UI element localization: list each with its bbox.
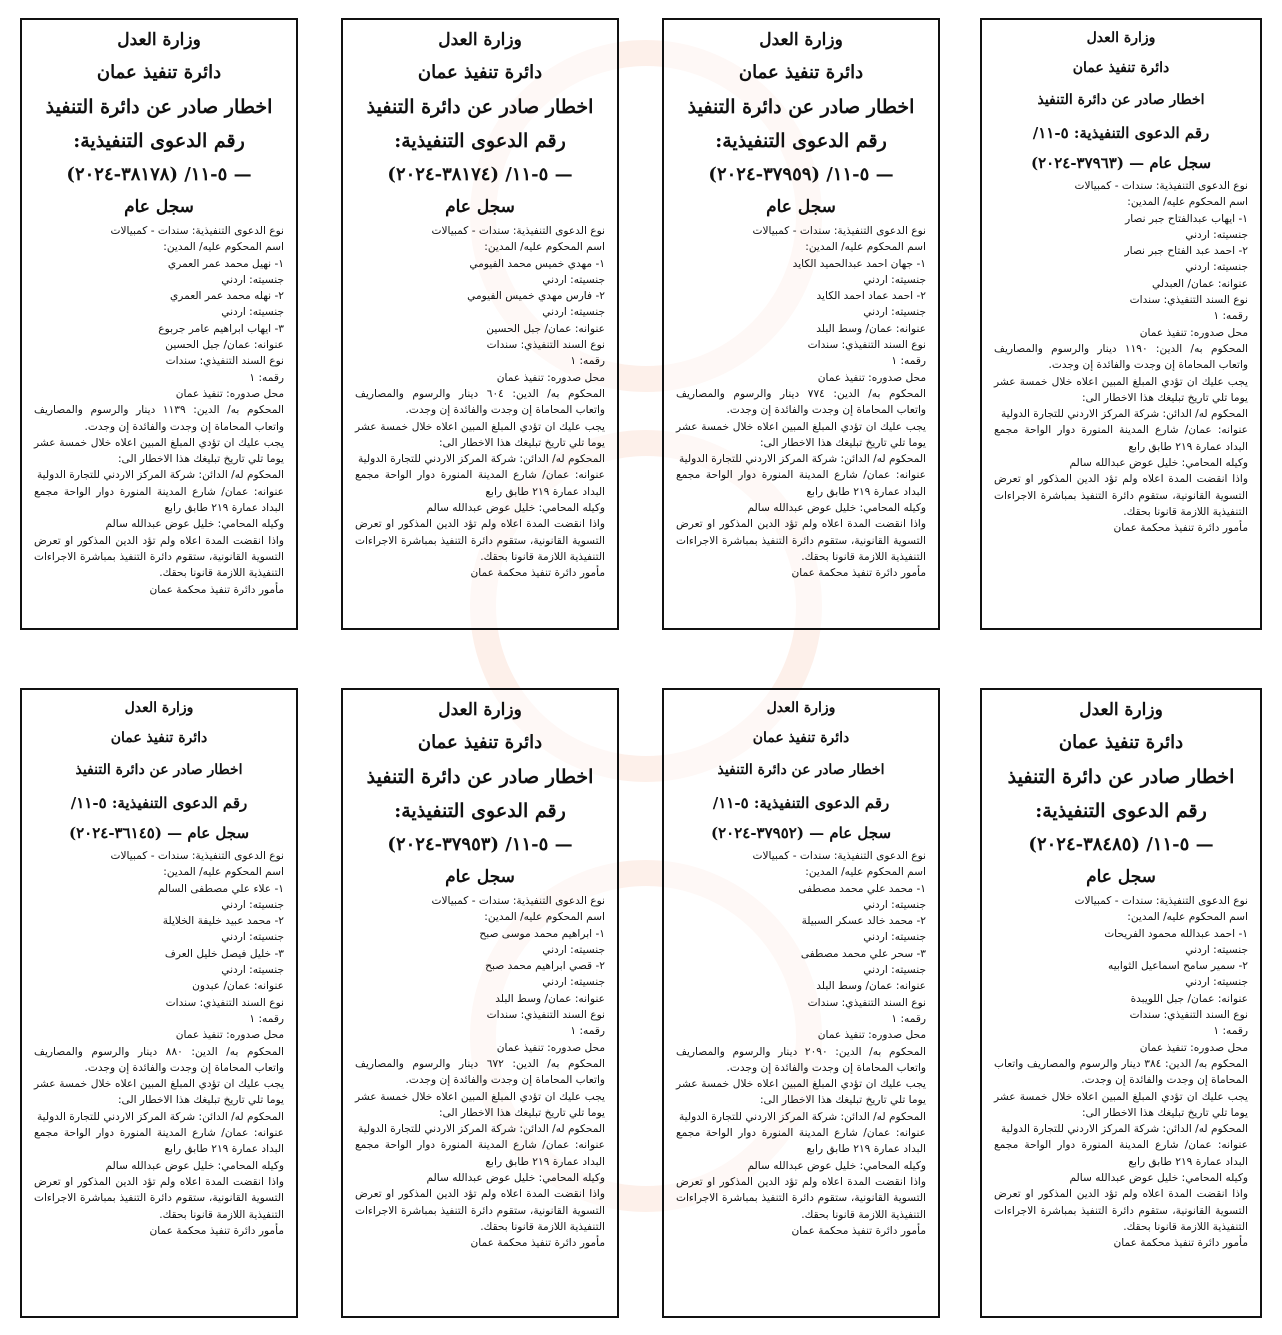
- notice-line: ٣- خليل فيصل خليل العرف: [164, 947, 284, 960]
- notice-line: ١- نهيل محمد عمر العمري: [167, 257, 284, 270]
- notice-line: نوع الدعوى التنفيذية: سندات - كمبيالات: [752, 225, 926, 237]
- notice-line: ١- جهان احمد عبدالحميد الكايد: [792, 257, 926, 270]
- notice-line: اسم المحكوم عليه/ المدين:: [484, 241, 605, 254]
- notice-body: [34, 848, 284, 1239]
- notice-line: عنوانه: عمان/ شارع المدينة المنورة دوار الواحة مجمع البداد عمارة ٢١٩ طابق رابع: [676, 469, 926, 498]
- notice-case-label: رقم الدعوى التنفيذية: ٥-١١/: [712, 794, 890, 812]
- notice-line: المحكوم به/ الدين: ٣٨٤ دينار والرسوم والمصاريف واتعاب المحاماة إن وجدت والفائدة إن وجدت.: [994, 1057, 1248, 1087]
- notice-line: محل صدوره: تنفيذ عمان: [1139, 1041, 1248, 1054]
- notice-line: ١- مهدي خميس محمد الفيومي: [469, 257, 605, 270]
- notice-line: اسم المحكوم عليه/ المدين:: [805, 866, 926, 879]
- notice-line: اسم المحكوم عليه/ المدين:: [484, 911, 605, 924]
- notice-body: [994, 178, 1248, 537]
- notice-case-ref: ٥-١١/ (٣٨١٧٤-٢٠٢٤) —: [387, 164, 573, 185]
- notice-line: واذا انقضت المدة اعلاه ولم تؤد الدين المذكور او تعرض التسوية القانونية، ستقوم دائرة التنفيذ بمباشرة الاجراءات التنفيذية اللازمة قانونا بحقك.: [34, 1175, 284, 1221]
- notice-line: جنسيته: اردني: [863, 898, 926, 911]
- notice-department: دائرة تنفيذ عمان: [96, 62, 222, 83]
- notice-line: عنوانه: عمان/ وسط البلد: [816, 322, 926, 335]
- notice-line: جنسيته: اردني: [1185, 261, 1248, 274]
- notice-bottom-4: [20, 688, 298, 1318]
- notice-line: عنوانه: عمان/ جبل اللويبدة: [1130, 992, 1248, 1005]
- notice-department: دائرة تنفيذ عمان: [417, 62, 543, 83]
- notice-line: مأمور دائرة تنفيذ محكمة عمان: [470, 1237, 605, 1250]
- notice-line: محل صدوره: تنفيذ عمان: [1139, 326, 1248, 339]
- notice-line: المحكوم له/ الدائن: شركة المركز الاردني للتجارة الدولية: [1000, 1123, 1248, 1136]
- notice-line: جنسيته: اردني: [221, 306, 284, 319]
- notice-line: مأمور دائرة تنفيذ محكمة عمان: [149, 583, 284, 596]
- notice-register: سجل عام: [445, 197, 515, 217]
- notice-line: عنوانه: عمان/ شارع المدينة المنورة دوار الواحة مجمع البداد عمارة ٢١٩ طابق رابع: [355, 469, 605, 498]
- notice-line: محل صدوره: تنفيذ عمان: [175, 387, 284, 400]
- notice-line: المحكوم به/ الدين: ٦٧٢ دينار والرسوم والمصاريف واتعاب المحاماة إن وجدت والفائدة إن وجدت.: [355, 1057, 605, 1087]
- notice-line: نوع الدعوى التنفيذية: سندات - كمبيالات: [1074, 895, 1248, 907]
- notice-ministry: وزارة العدل: [1079, 700, 1163, 720]
- notice-line: المحكوم له/ الدائن: شركة المركز الاردني للتجارة الدولية: [1000, 408, 1248, 421]
- notice-department: دائرة تنفيذ عمان: [738, 62, 864, 83]
- notice-body: [355, 223, 605, 582]
- notice-line: جنسيته: اردني: [221, 931, 284, 944]
- notice-ministry: وزارة العدل: [759, 30, 843, 50]
- notice-line: جنسيته: اردني: [863, 964, 926, 977]
- notice-line: واذا انقضت المدة اعلاه ولم تؤد الدين المذكور او تعرض التسوية القانونية، ستقوم دائرة التنفيذ بمباشرة الاجراءات التنفيذية اللازمة قانونا بحقك.: [676, 518, 926, 563]
- notice-line: وكيله المحامي: خليل عوض عبدالله سالم: [426, 1172, 605, 1185]
- notice-line: محل صدوره: تنفيذ عمان: [496, 371, 605, 384]
- notice-case-label: رقم الدعوى التنفيذية:: [1035, 800, 1207, 822]
- notice-case-ref: ٥-١١/ (٣٨١٧٨-٢٠٢٤) —: [66, 164, 252, 185]
- notice-line: ٢- سمير سامح اسماعيل الثوابيه: [1108, 960, 1248, 973]
- notice-line: جنسيته: اردني: [542, 306, 605, 319]
- notice-department: دائرة تنفيذ عمان: [110, 730, 208, 746]
- notice-line: عنوانه: عمان/ جبل الحسين: [165, 339, 284, 352]
- notice-line: نوع السند التنفيذي: سندات: [486, 1009, 605, 1022]
- notice-line: واذا انقضت المدة اعلاه ولم تؤد الدين المذكور او تعرض التسوية القانونية، ستقوم دائرة التنفيذ بمباشرة الاجراءات التنفيذية اللازمة قانونا بحقك.: [994, 473, 1248, 518]
- notice-title: اخطار صادر عن دائرة التنفيذ: [1037, 92, 1205, 108]
- notice-line: عنوانه: عمان/ وسط البلد: [816, 980, 926, 993]
- notice-line: محل صدوره: تنفيذ عمان: [496, 1041, 605, 1054]
- notice-line: ٢- فارس مهدي خميس الفيومي: [467, 290, 605, 303]
- notice-line: رقمه: ١: [570, 355, 605, 368]
- notice-line: يجب عليك ان تؤدي المبلغ المبين اعلاه خلال خمسة عشر يوما تلي تاريخ تبليغك هذا الاخطار الى:: [676, 420, 926, 449]
- notice-line: ٣- ايهاب ابراهيم عامر جربوع: [158, 322, 284, 335]
- notice-line: مأمور دائرة تنفيذ محكمة عمان: [470, 567, 605, 580]
- notice-line: وكيله المحامي: خليل عوض عبدالله سالم: [426, 502, 605, 515]
- notice-line: عنوانه: عمان/ شارع المدينة المنورة دوار الواحة مجمع البداد عمارة ٢١٩ طابق رابع: [34, 1127, 284, 1156]
- notice-line: عنوانه: عمان/ شارع المدينة المنورة دوار الواحة مجمع البداد عمارة ٢١٩ طابق رابع: [355, 1139, 605, 1168]
- notice-line: نوع الدعوى التنفيذية: سندات - كمبيالات: [1074, 180, 1248, 192]
- notice-line: وكيله المحامي: خليل عوض عبدالله سالم: [747, 502, 926, 515]
- notice-line: اسم المحكوم عليه/ المدين:: [163, 241, 284, 254]
- notice-line: محل صدوره: تنفيذ عمان: [817, 371, 926, 384]
- notice-bottom-3: [341, 688, 619, 1318]
- notice-line: رقمه: ١: [249, 1012, 284, 1025]
- notice-line: ١- ابراهيم محمد موسى صبح: [479, 927, 605, 940]
- notice-title: اخطار صادر عن دائرة التنفيذ: [45, 96, 273, 118]
- notice-line: جنسيته: اردني: [221, 964, 284, 977]
- notice-line: ١- احمد عبدالله محمود الفريحات: [1104, 927, 1248, 940]
- notice-department: دائرة تنفيذ عمان: [1072, 60, 1170, 76]
- notice-case-ref: (٣٧٩٦٣-٢٠٢٤) — سجل عام: [1030, 154, 1212, 172]
- notice-line: جنسيته: اردني: [1185, 228, 1248, 241]
- notice-ministry: وزارة العدل: [117, 30, 201, 50]
- notice-line: رقمه: ١: [249, 371, 284, 384]
- notice-line: مأمور دائرة تنفيذ محكمة عمان: [791, 1224, 926, 1237]
- notice-line: المحكوم له/ الدائن: شركة المركز الاردني للتجارة الدولية: [357, 453, 605, 466]
- notice-top-3: [341, 18, 619, 630]
- notice-line: رقمه: ١: [1213, 310, 1248, 323]
- notice-line: عنوانه: عمان/ وسط البلد: [495, 992, 605, 1005]
- notice-line: عنوانه: عمان/ عبدون: [192, 980, 284, 993]
- notice-line: نوع السند التنفيذي: سندات: [807, 339, 926, 352]
- notice-line: ٢- احمد عبد الفتاح جبر نصار: [1124, 245, 1248, 258]
- notice-line: رقمه: ١: [570, 1025, 605, 1038]
- notice-line: ١- ايهاب عبدالفتاح جبر نصار: [1125, 212, 1248, 225]
- notice-case-ref: (٣٦١٤٥-٢٠٢٤) — سجل عام: [68, 824, 250, 842]
- notice-line: ٢- محمد خالد عسكر السبيلة: [801, 915, 926, 928]
- notice-line: عنوانه: عمان/ جبل الحسين: [486, 322, 605, 335]
- notice-line: نوع السند التنفيذي: سندات: [486, 339, 605, 352]
- notice-case-label: رقم الدعوى التنفيذية:: [394, 800, 566, 822]
- notice-case-label: رقم الدعوى التنفيذية:: [715, 130, 887, 152]
- notice-body: [994, 893, 1248, 1252]
- notice-line: وكيله المحامي: خليل عوض عبدالله سالم: [105, 518, 284, 531]
- notice-department: دائرة تنفيذ عمان: [1058, 732, 1184, 753]
- notice-line: ٣- سحر علي محمد مصطفى: [800, 947, 926, 960]
- notice-title: اخطار صادر عن دائرة التنفيذ: [366, 96, 594, 118]
- notice-body: [34, 223, 284, 598]
- notice-line: نوع الدعوى التنفيذية: سندات - كمبيالات: [431, 225, 605, 237]
- notice-body: [355, 893, 605, 1252]
- notice-title: اخطار صادر عن دائرة التنفيذ: [75, 762, 243, 778]
- notice-line: وكيله المحامي: خليل عوض عبدالله سالم: [1069, 1172, 1248, 1185]
- notice-case-ref: ٥-١١/ (٣٧٩٥٣-٢٠٢٤) —: [387, 834, 573, 855]
- notice-line: عنوانه: عمان/ العبدلي: [1152, 277, 1248, 290]
- notice-line: المحكوم به/ الدين: ١١٩٠ دينار والرسوم والمصاريف واتعاب المحاماة إن وجدت والفائدة إن وجدت.: [994, 342, 1248, 372]
- notice-line: واذا انقضت المدة اعلاه ولم تؤد الدين المذكور او تعرض التسوية القانونية، ستقوم دائرة التنفيذ بمباشرة الاجراءات التنفيذية اللازمة قانونا بحقك.: [34, 534, 284, 580]
- notice-top-1: [980, 18, 1262, 630]
- notice-case-label: رقم الدعوى التنفيذية:: [394, 130, 566, 152]
- notice-line: المحكوم به/ الدين: ٨٨٠ دينار والرسوم والمصاريف واتعاب المحاماة إن وجدت والفائدة إن وجدت.: [34, 1045, 284, 1074]
- notice-line: يجب عليك ان تؤدي المبلغ المبين اعلاه خلال خمسة عشر يوما تلي تاريخ تبليغك هذا الاخطار الى:: [355, 420, 605, 449]
- notice-line: نوع الدعوى التنفيذية: سندات - كمبيالات: [110, 225, 284, 237]
- notice-line: يجب عليك ان تؤدي المبلغ المبين اعلاه خلال خمسة عشر يوما تلي تاريخ تبليغك هذا الاخطار الى:: [994, 1090, 1248, 1119]
- notice-line: عنوانه: عمان/ شارع المدينة المنورة دوار الواحة مجمع البداد عمارة ٢١٩ طابق رابع: [994, 1139, 1248, 1168]
- notice-line: اسم المحكوم عليه/ المدين:: [805, 241, 926, 254]
- notice-line: ٢- احمد عماد احمد الكايد: [816, 290, 926, 303]
- notice-line: مأمور دائرة تنفيذ محكمة عمان: [149, 1224, 284, 1237]
- notice-title: اخطار صادر عن دائرة التنفيذ: [687, 96, 915, 118]
- notice-line: يجب عليك ان تؤدي المبلغ المبين اعلاه خلال خمسة عشر يوما تلي تاريخ تبليغك هذا الاخطار الى:: [355, 1090, 605, 1119]
- notice-bottom-1: [980, 688, 1262, 1318]
- notice-line: ١- محمد علي محمد مصطفى: [798, 882, 926, 895]
- notice-line: جنسيته: اردني: [863, 931, 926, 944]
- notice-line: واذا انقضت المدة اعلاه ولم تؤد الدين المذكور او تعرض التسوية القانونية، ستقوم دائرة التنفيذ بمباشرة الاجراءات التنفيذية اللازمة قانونا بحقك.: [994, 1188, 1248, 1233]
- notice-line: يجب عليك ان تؤدي المبلغ المبين اعلاه خلال خمسة عشر يوما تلي تاريخ تبليغك هذا الاخطار الى:: [676, 1078, 926, 1107]
- notice-line: نوع السند التنفيذي: سندات: [165, 355, 284, 368]
- notice-ministry: وزارة العدل: [438, 700, 522, 720]
- notice-line: نوع السند التنفيذي: سندات: [165, 996, 284, 1009]
- notice-line: يجب عليك ان تؤدي المبلغ المبين اعلاه خلال خمسة عشر يوما تلي تاريخ تبليغك هذا الاخطار الى:: [34, 436, 284, 466]
- notice-line: جنسيته: اردني: [221, 273, 284, 286]
- notice-line: رقمه: ١: [891, 1012, 926, 1025]
- notice-line: ٢- قصي ابراهيم محمد صبح: [485, 960, 605, 973]
- notice-line: المحكوم به/ الدين: ١١٣٩ دينار والرسوم والمصاريف واتعاب المحاماة إن وجدت والفائدة إن وجدت.: [34, 404, 284, 433]
- notice-case-ref: ٥-١١/ (٣٨٤٨٥-٢٠٢٤) —: [1028, 834, 1214, 855]
- notice-line: واذا انقضت المدة اعلاه ولم تؤد الدين المذكور او تعرض التسوية القانونية، ستقوم دائرة التنفيذ بمباشرة الاجراءات التنفيذية اللازمة قانونا بحقك.: [355, 518, 605, 563]
- notice-line: المحكوم له/ الدائن: شركة المركز الاردني للتجارة الدولية: [36, 1110, 284, 1123]
- notice-bottom-2: [662, 688, 940, 1318]
- notice-line: اسم المحكوم عليه/ المدين:: [1127, 911, 1248, 924]
- notice-line: محل صدوره: تنفيذ عمان: [175, 1029, 284, 1042]
- notice-line: المحكوم له/ الدائن: شركة المركز الاردني للتجارة الدولية: [678, 453, 926, 466]
- notice-line: جنسيته: اردني: [542, 943, 605, 956]
- notice-register: سجل عام: [766, 197, 836, 217]
- notice-line: رقمه: ١: [891, 355, 926, 368]
- notice-case-label: رقم الدعوى التنفيذية: ٥-١١/: [1032, 124, 1210, 142]
- notice-line: مأمور دائرة تنفيذ محكمة عمان: [791, 567, 926, 580]
- notice-line: ١- علاء علي مصطفى السالم: [157, 882, 284, 895]
- notice-line: محل صدوره: تنفيذ عمان: [817, 1029, 926, 1042]
- notice-body: [676, 848, 926, 1239]
- notice-line: نوع الدعوى التنفيذية: سندات - كمبيالات: [752, 850, 926, 862]
- notice-department: دائرة تنفيذ عمان: [752, 730, 850, 746]
- notice-line: اسم المحكوم عليه/ المدين:: [163, 866, 284, 879]
- notice-line: المحكوم له/ الدائن: شركة المركز الاردني للتجارة الدولية: [36, 469, 284, 482]
- notice-department: دائرة تنفيذ عمان: [417, 732, 543, 753]
- notice-register: سجل عام: [445, 867, 515, 887]
- notice-line: ٢- محمد عبيد خليفة الخلايلة: [162, 915, 284, 928]
- notice-line: يجب عليك ان تؤدي المبلغ المبين اعلاه خلال خمسة عشر يوما تلي تاريخ تبليغك هذا الاخطار الى:: [34, 1078, 284, 1107]
- notice-line: جنسيته: اردني: [221, 898, 284, 911]
- notice-line: يجب عليك ان تؤدي المبلغ المبين اعلاه خلال خمسة عشر يوما تلي تاريخ تبليغك هذا الاخطار الى:: [994, 375, 1248, 404]
- notice-line: نوع السند التنفيذي: سندات: [1129, 294, 1248, 307]
- notice-title: اخطار صادر عن دائرة التنفيذ: [366, 766, 594, 788]
- notice-line: المحكوم به/ الدين: ٧٧٤ دينار والرسوم والمصاريف واتعاب المحاماة إن وجدت والفائدة إن وجدت.: [676, 387, 926, 417]
- notice-line: جنسيته: اردني: [863, 273, 926, 286]
- notice-line: رقمه: ١: [1213, 1025, 1248, 1038]
- notice-line: مأمور دائرة تنفيذ محكمة عمان: [1113, 1237, 1248, 1250]
- notice-line: ٢- نهله محمد عمر العمري: [169, 290, 284, 303]
- notice-line: وكيله المحامي: خليل عوض عبدالله سالم: [105, 1159, 284, 1172]
- notice-line: واذا انقضت المدة اعلاه ولم تؤد الدين المذكور او تعرض التسوية القانونية، ستقوم دائرة التنفيذ بمباشرة الاجراءات التنفيذية اللازمة قانونا بحقك.: [676, 1175, 926, 1221]
- notice-line: نوع الدعوى التنفيذية: سندات - كمبيالات: [431, 895, 605, 907]
- notice-line: جنسيته: اردني: [542, 976, 605, 989]
- notice-line: وكيله المحامي: خليل عوض عبدالله سالم: [1069, 457, 1248, 470]
- notice-case-label: رقم الدعوى التنفيذية:: [73, 130, 245, 152]
- notice-line: عنوانه: عمان/ شارع المدينة المنورة دوار الواحة مجمع البداد عمارة ٢١٩ طابق رابع: [676, 1127, 926, 1156]
- notice-ministry: وزارة العدل: [438, 30, 522, 50]
- notice-line: نوع السند التنفيذي: سندات: [807, 996, 926, 1009]
- notice-line: جنسيته: اردني: [1185, 976, 1248, 989]
- notice-line: جنسيته: اردني: [863, 306, 926, 319]
- notice-line: المحكوم به/ الدين: ٢٠٩٠ دينار والرسوم والمصاريف واتعاب المحاماة إن وجدت والفائدة إن وجدت.: [676, 1045, 926, 1074]
- notice-top-4: [20, 18, 298, 630]
- notice-case-ref: (٣٧٩٥٢-٢٠٢٤) — سجل عام: [710, 824, 892, 842]
- notice-line: جنسيته: اردني: [1185, 943, 1248, 956]
- notice-line: نوع السند التنفيذي: سندات: [1129, 1009, 1248, 1022]
- notice-line: عنوانه: عمان/ شارع المدينة المنورة دوار الواحة مجمع البداد عمارة ٢١٩ طابق رابع: [34, 485, 284, 515]
- notice-line: وكيله المحامي: خليل عوض عبدالله سالم: [747, 1159, 926, 1172]
- notice-line: المحكوم به/ الدين: ٦٠٤ دينار والرسوم والمصاريف واتعاب المحاماة إن وجدت والفائدة إن وجدت.: [355, 387, 605, 417]
- notice-top-2: [662, 18, 940, 630]
- notice-register: سجل عام: [1086, 867, 1156, 887]
- notice-title: اخطار صادر عن دائرة التنفيذ: [717, 762, 885, 778]
- notice-line: اسم المحكوم عليه/ المدين:: [1127, 196, 1248, 209]
- notice-title: اخطار صادر عن دائرة التنفيذ: [1007, 766, 1235, 788]
- notice-case-label: رقم الدعوى التنفيذية: ٥-١١/: [70, 794, 248, 812]
- notice-ministry: وزارة العدل: [124, 700, 194, 716]
- notice-line: المحكوم له/ الدائن: شركة المركز الاردني للتجارة الدولية: [678, 1110, 926, 1123]
- notice-line: واذا انقضت المدة اعلاه ولم تؤد الدين المذكور او تعرض التسوية القانونية، ستقوم دائرة التنفيذ بمباشرة الاجراءات التنفيذية اللازمة قانونا بحقك.: [355, 1188, 605, 1233]
- notice-case-ref: ٥-١١/ (٣٧٩٥٩-٢٠٢٤) —: [708, 164, 894, 185]
- notice-register: سجل عام: [124, 197, 194, 217]
- notice-line: مأمور دائرة تنفيذ محكمة عمان: [1113, 522, 1248, 535]
- notice-body: [676, 223, 926, 582]
- notice-line: عنوانه: عمان/ شارع المدينة المنورة دوار الواحة مجمع البداد عمارة ٢١٩ طابق رابع: [994, 424, 1248, 453]
- notice-ministry: وزارة العدل: [766, 700, 836, 716]
- notice-line: المحكوم له/ الدائن: شركة المركز الاردني للتجارة الدولية: [357, 1123, 605, 1136]
- notice-line: جنسيته: اردني: [542, 273, 605, 286]
- notice-ministry: وزارة العدل: [1086, 30, 1156, 46]
- notice-line: نوع الدعوى التنفيذية: سندات - كمبيالات: [110, 850, 284, 862]
